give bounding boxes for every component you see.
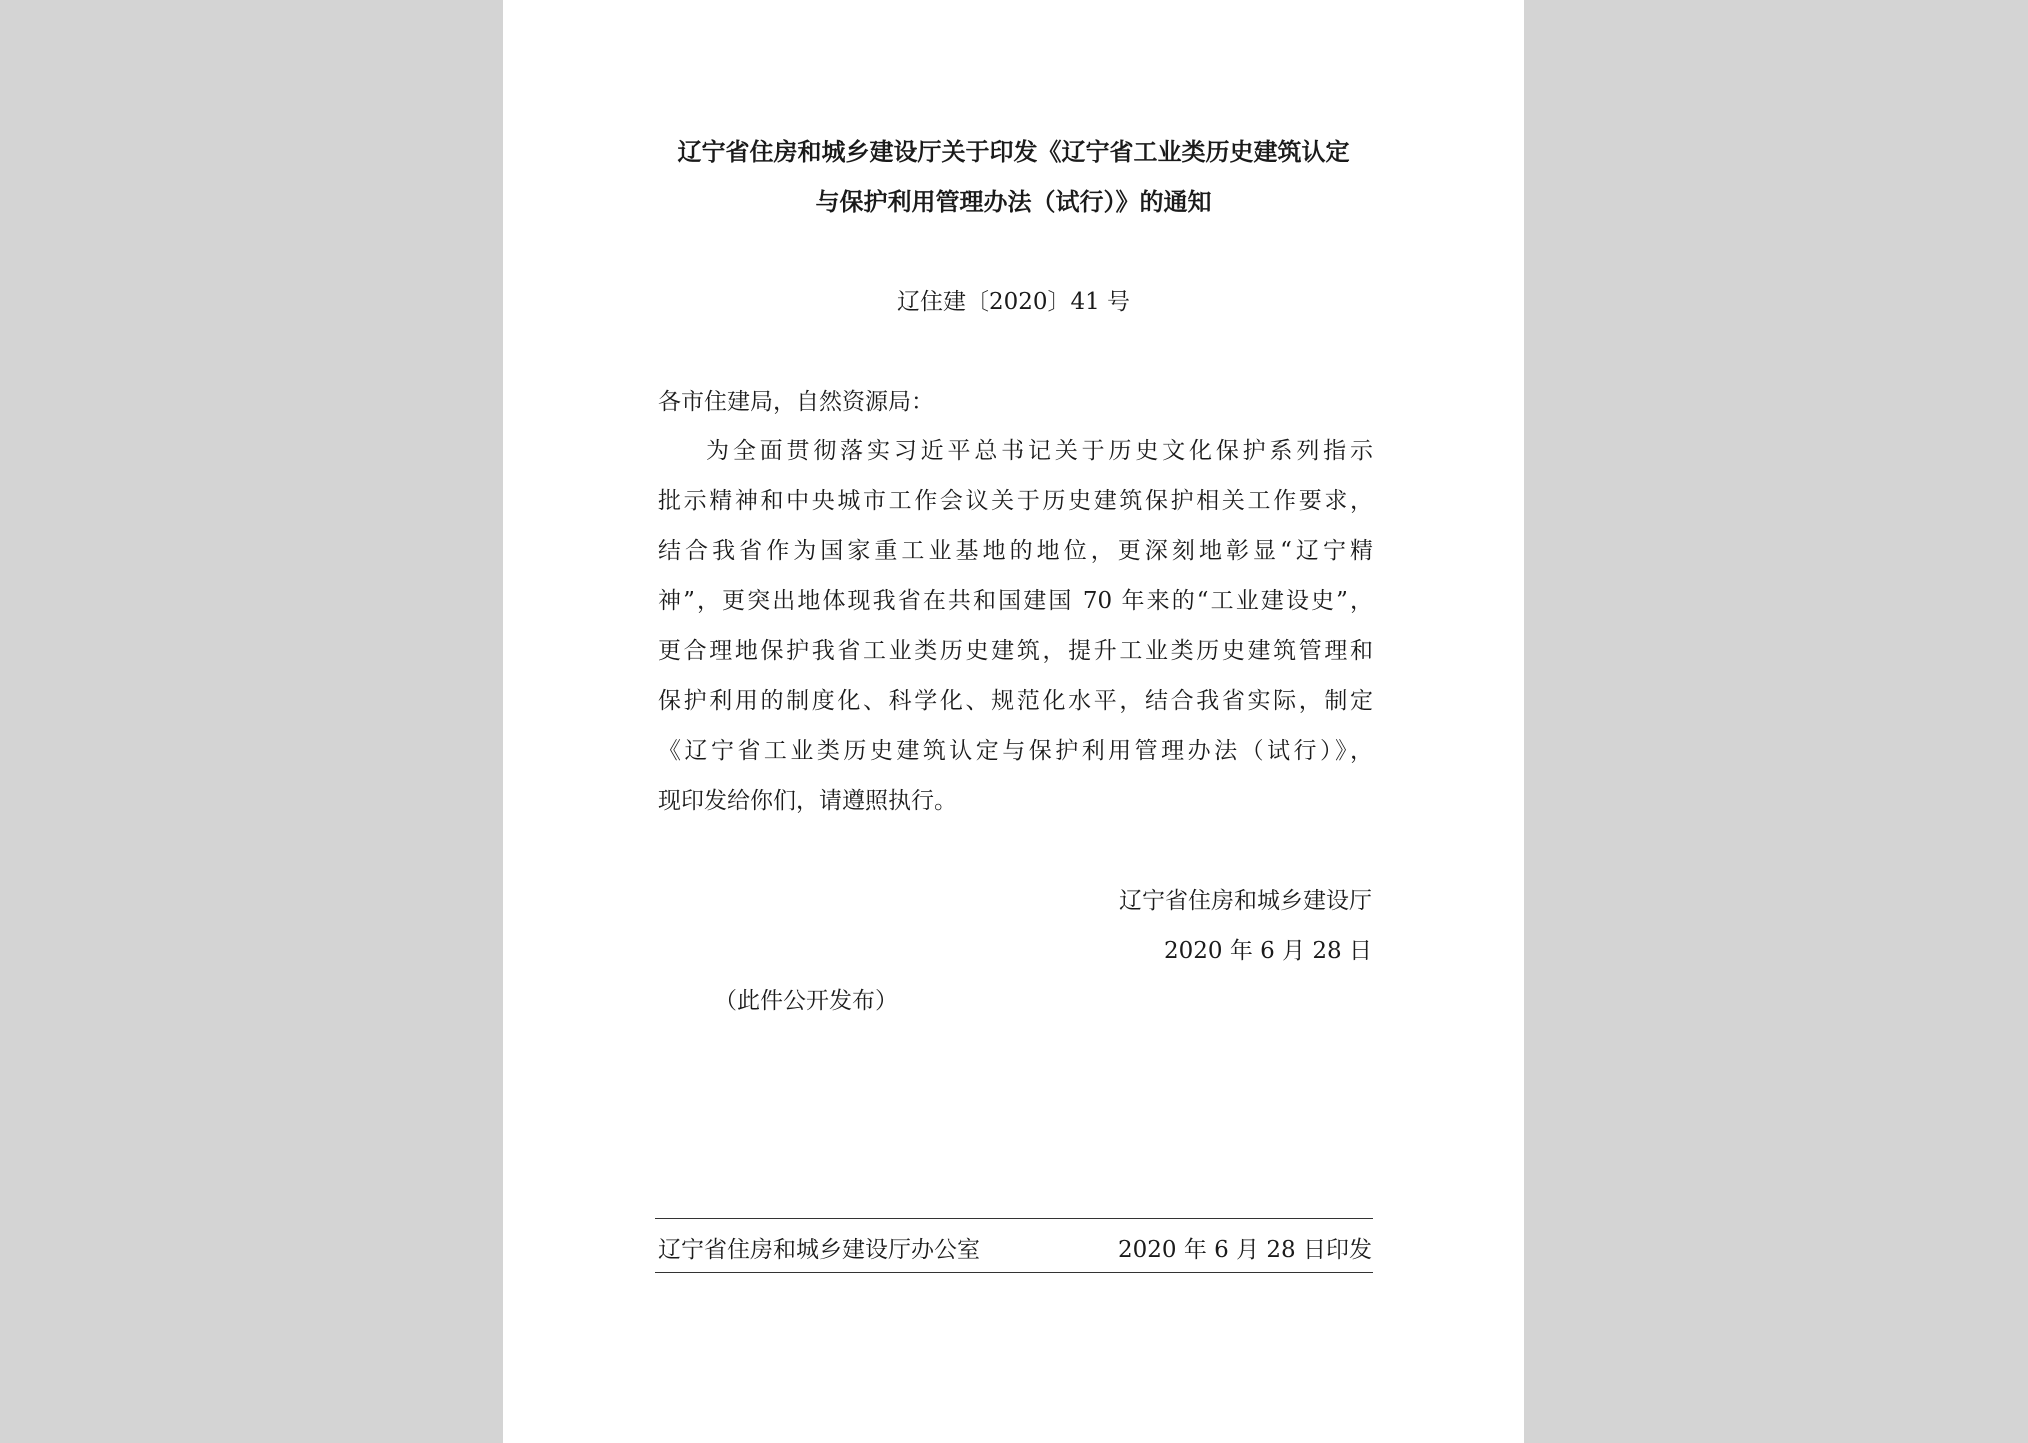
body-line: 神”，更突出地体现我省在共和国建国 70 年来的“工业建设史”， — [658, 588, 1373, 614]
publication-notice: （此件公开发布） — [714, 988, 898, 1014]
document-number: 辽住建〔2020〕41 号 — [896, 289, 1131, 315]
footer-print-date: 2020 年 6 月 28 日印发 — [1118, 1237, 1372, 1263]
body-line: 批示精神和中央城市工作会议关于历史建筑保护相关工作要求， — [658, 488, 1373, 514]
salutation: 各市住建局，自然资源局： — [658, 389, 934, 415]
body-line: 更合理地保护我省工业类历史建筑，提升工业类历史建筑管理和 — [658, 638, 1373, 664]
body-line: 现印发给你们，请遵照执行。 — [658, 788, 957, 814]
footer-bottom-rule — [655, 1272, 1373, 1273]
document-title-line-1: 辽宁省住房和城乡建设厅关于印发《辽宁省工业类历史建筑认定 — [677, 137, 1350, 166]
signature-organization: 辽宁省住房和城乡建设厅 — [1119, 888, 1372, 914]
signature-date: 2020 年 6 月 28 日 — [1164, 938, 1372, 964]
footer-issuer: 辽宁省住房和城乡建设厅办公室 — [658, 1237, 980, 1263]
footer-top-rule — [655, 1218, 1373, 1219]
body-line: 结合我省作为国家重工业基地的地位，更深刻地彰显“辽宁精 — [658, 538, 1373, 564]
document-title-line-2: 与保护利用管理办法（试行）》的通知 — [815, 187, 1212, 216]
document-page — [503, 0, 1524, 1443]
body-line: 《辽宁省工业类历史建筑认定与保护利用管理办法（试行）》， — [658, 738, 1373, 764]
body-line: 为全面贯彻落实习近平总书记关于历史文化保护系列指示 — [706, 438, 1373, 464]
body-line: 保护利用的制度化、科学化、规范化水平，结合我省实际，制定 — [658, 688, 1373, 714]
